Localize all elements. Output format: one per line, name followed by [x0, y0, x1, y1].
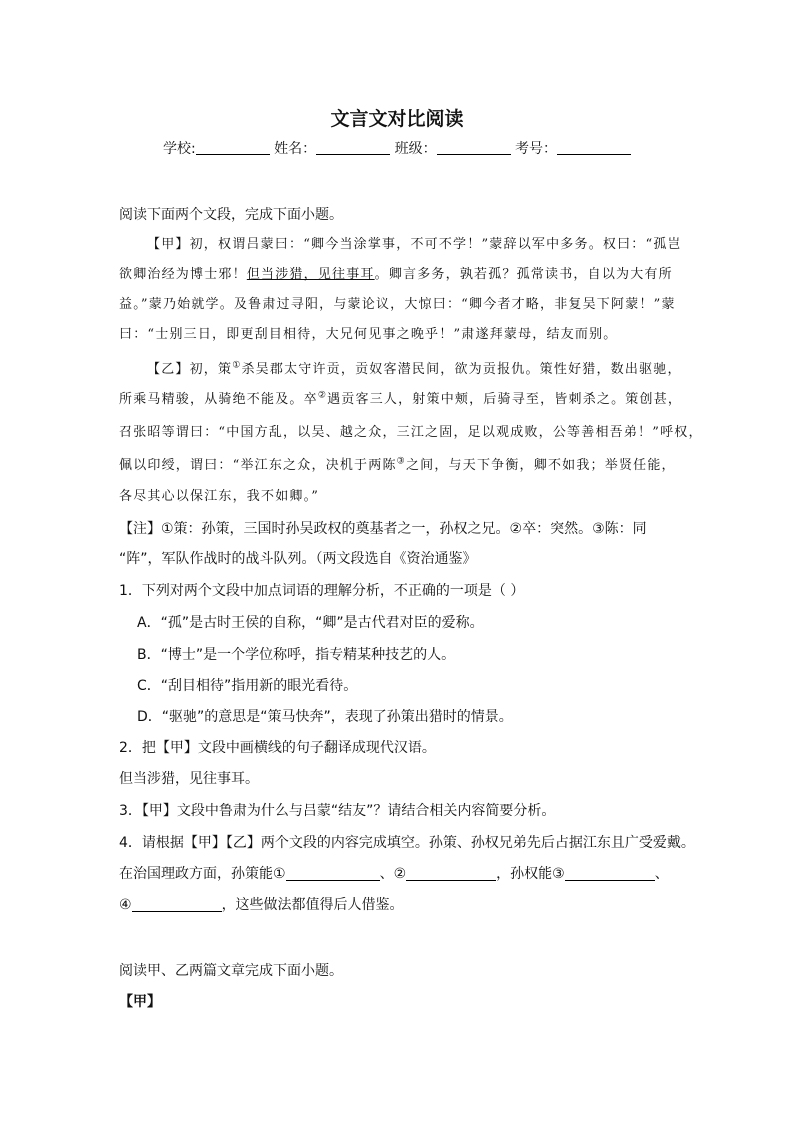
- q2-sentence: 但当涉猎，见往事耳。: [119, 771, 259, 787]
- q4-marker-1: ①: [273, 866, 286, 882]
- q4-marker-4: ④: [119, 897, 132, 913]
- section2-intro: 阅读甲、乙两篇文章完成下面小题。: [119, 963, 343, 979]
- note-line-2: “阵”，军队作战时的战斗队列。（两文段选自《资治通鉴》: [119, 551, 477, 567]
- yi-line-4-post: 之间，与天下争衡，卿不如我；举贤任能，: [405, 458, 676, 473]
- q4-sep-1: 、: [379, 866, 394, 882]
- q1-option-c[interactable]: C．“刮目相待”指用新的眼光看待。: [137, 678, 358, 694]
- jia-line-4: 曰：“士别三日，即更刮目相待，大兄何见事之晚乎！”肃遂拜蒙母，结友而别。: [119, 327, 618, 342]
- yi-line-4: [119, 457, 676, 475]
- question-4-line-3: [119, 896, 404, 914]
- class-blank[interactable]: [437, 139, 511, 155]
- jia-line-2-post: 。卿言多务，孰若孤？孤常读书，自以为大有所: [374, 267, 673, 282]
- school-blank[interactable]: [196, 139, 270, 155]
- q4-mid: ，孙权能: [496, 866, 553, 882]
- page-title: 文言文对比阅读: [330, 108, 464, 130]
- yi-line-2: [119, 391, 682, 409]
- number-blank[interactable]: [557, 139, 631, 155]
- number-label: 考号：: [515, 141, 558, 157]
- school-label: 学校:: [162, 141, 196, 157]
- note-marker-1: ①: [232, 360, 242, 371]
- yi-line-5: 各尽其心以保江东，我不如卿。”: [119, 489, 320, 504]
- q4-blank-4[interactable]: [132, 896, 222, 912]
- question-4-line-1: 4．请根据【甲】【乙】两个文段的内容完成填空。孙策、孙权兄弟先后占据江东且广受爱戴。: [119, 835, 695, 851]
- jia-line-3: 益。”蒙乃始就学。及鲁肃过寻阳，与蒙论议，大惊曰：“卿今者才略，非复吴下阿蒙！”蒙: [119, 297, 676, 312]
- section2-jia-label: 【甲】: [119, 994, 161, 1010]
- name-label: 姓名：: [274, 141, 317, 157]
- question-1: 1．下列对两个文段中加点词语的理解分析，不正确的一项是（ ）: [119, 583, 525, 599]
- question-3: 3．【甲】文段中鲁肃为什么与吕蒙“结友”？请结合相关内容简要分析。: [119, 803, 556, 819]
- q4-end: ，这些做法都值得后人借鉴。: [221, 897, 404, 913]
- q4-blank-2[interactable]: [406, 865, 496, 881]
- yi-line-2-pre: 所乘马精骏，从骑绝不能及。卒: [119, 392, 318, 407]
- q1-option-a[interactable]: A．“孤”是古时王侯的自称，“卿”是古代君对臣的爱称。: [137, 615, 484, 631]
- note-marker-3: ③: [396, 456, 406, 467]
- yi-line-2-post: 遇贡客三人，射策中颊，后骑寻至，皆刺杀之。策创甚，: [327, 392, 683, 407]
- yi-line-1-pre: 【乙】初，策: [147, 362, 233, 377]
- q4-marker-2: ②: [393, 866, 407, 882]
- yi-line-1-post: 杀吴郡太守许贡，贡奴客潜民间，欲为贡报仇。策性好猎，数出驱驰，: [241, 362, 682, 377]
- note-line-1: 【注】①策：孙策，三国时孙吴政权的奠基者之一，孙权之兄。②卒：突然。③陈：同: [119, 521, 647, 537]
- q4-blank-1[interactable]: [286, 865, 380, 881]
- question-2: 2．把【甲】文段中画横线的句子翻译成现代汉语。: [119, 740, 436, 756]
- yi-line-1: [147, 361, 682, 379]
- q4-blank-3[interactable]: [565, 865, 655, 881]
- section1-intro: 阅读下面两个文段，完成下面小题。: [119, 207, 343, 223]
- class-label: 班级：: [394, 141, 437, 157]
- question-4-line-2: [119, 865, 669, 883]
- yi-line-3: 召张昭等谓曰：“中国方乱，以吴、越之众，三江之固，足以观成败，公等善相吾弟！”呼权，: [119, 425, 703, 440]
- name-blank[interactable]: [316, 139, 390, 155]
- jia-line-2-pre: 欲卿治经为博士邪！: [119, 267, 247, 282]
- q1-option-d[interactable]: D．“驱驰”的意思是“策马快奔”，表现了孙策出猎时的情景。: [137, 709, 513, 725]
- q1-option-b[interactable]: B．“博士”是一个学位称呼，指专精某种技艺的人。: [137, 647, 456, 663]
- jia-line-2: [119, 266, 673, 284]
- q4-intro: 在治国理政方面，孙策能: [119, 866, 273, 882]
- yi-line-4-pre: 佩以印绶，谓曰：“举江东之众，决机于两陈: [119, 458, 397, 473]
- underlined-sentence: 但当涉猎，见往事耳: [246, 267, 375, 282]
- jia-line-1: 【甲】初，权谓吕蒙曰：“卿今当涂掌事，不可不学！”蒙辞以军中多务。权曰：“孤岂: [147, 237, 682, 252]
- student-info-line: [0, 138, 794, 158]
- note-marker-2: ②: [317, 390, 328, 401]
- q4-marker-3: ③: [552, 866, 565, 882]
- q4-sep-2: 、: [654, 866, 669, 882]
